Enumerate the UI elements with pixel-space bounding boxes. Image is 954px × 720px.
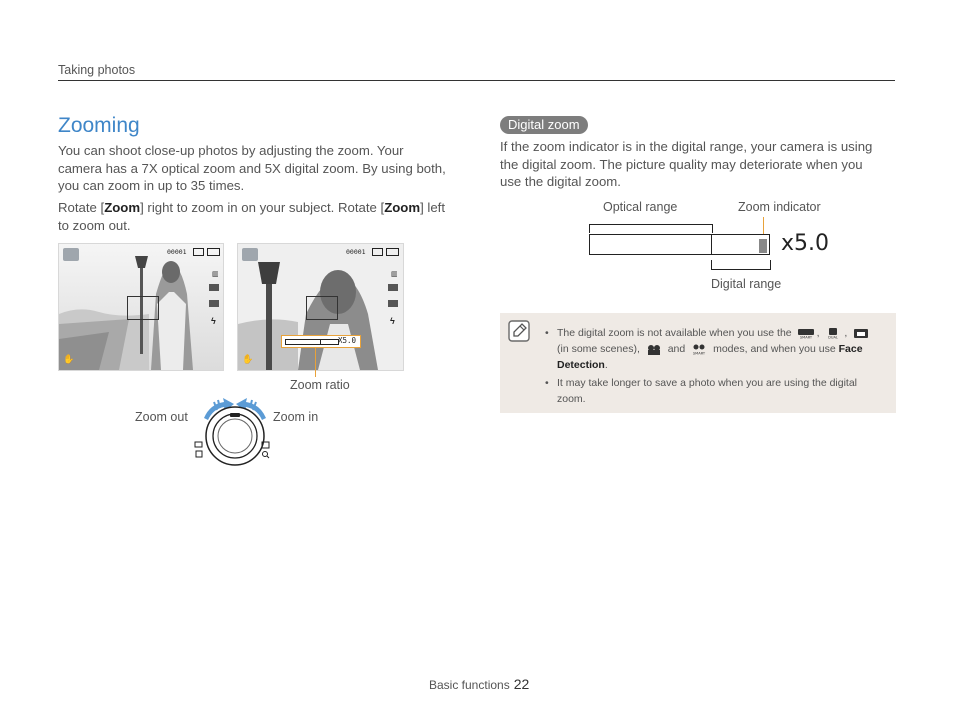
flash-icon: ϟ xyxy=(390,316,395,326)
digital-range-bracket xyxy=(711,260,771,270)
section-label: Taking photos xyxy=(58,63,136,77)
svg-text:DUAL: DUAL xyxy=(828,335,839,339)
zoom-range-bar xyxy=(589,234,770,255)
header-rule xyxy=(58,80,895,81)
footer-section: Basic functions xyxy=(429,678,510,692)
zoom-bar-optical xyxy=(285,339,321,345)
svg-text:SMART: SMART xyxy=(693,351,706,355)
zoom-key-2: Zoom xyxy=(384,200,421,215)
optical-range-label: Optical range xyxy=(603,200,678,214)
scene-mode-icon xyxy=(63,248,79,261)
metering-icon xyxy=(209,300,219,307)
svg-text:SMART: SMART xyxy=(799,335,812,339)
zoom-bar-highlight xyxy=(281,335,361,348)
zoom-out-label: Zoom out xyxy=(135,410,188,424)
movie-mode-icon xyxy=(643,344,665,355)
zoom-in-label: Zoom in xyxy=(273,410,319,424)
zoom-bar-value: X5.0 xyxy=(338,336,357,345)
zoom-indicator-marker xyxy=(759,239,767,253)
shot-counter: 00001 xyxy=(167,248,187,256)
zoom-value-display: x5.0 xyxy=(781,231,830,256)
range-divider xyxy=(711,235,712,254)
smart-auto-mode-icon xyxy=(795,328,817,339)
focus-frame xyxy=(306,296,338,320)
rotate-text-1: Rotate [ xyxy=(58,200,105,215)
dual-is-mode-icon xyxy=(822,328,844,339)
shot-counter: 00001 xyxy=(346,248,366,256)
rotate-text-3: ] left to zoom out. xyxy=(58,200,446,233)
memory-icon xyxy=(372,248,383,256)
page-number: 22 xyxy=(513,676,530,692)
zoom-bar-digital xyxy=(320,339,339,345)
page-title: Zooming xyxy=(58,114,140,137)
smart-movie-mode-icon xyxy=(688,344,710,355)
note-list xyxy=(545,325,885,409)
note-item: • The digital zoom is not available when you use the SMART , DUAL , (in some scenes), and SMART modes, and when you use Face Detection. xyxy=(545,325,885,373)
metering-icon xyxy=(388,300,398,307)
battery-icon xyxy=(207,248,220,256)
memory-icon xyxy=(193,248,204,256)
scene-mode-icon xyxy=(242,248,258,261)
stabilizer-icon: ✋ xyxy=(63,354,75,364)
camera-screen-zoomed xyxy=(237,243,404,371)
size-icon: ▥ xyxy=(391,271,398,278)
digital-range-label: Digital range xyxy=(711,277,782,291)
digital-zoom-badge: Digital zoom xyxy=(500,116,588,134)
page-footer xyxy=(429,676,529,692)
focus-frame xyxy=(127,296,159,320)
rotate-text-2: ] right to zoom in on your subject. Rotate [ xyxy=(140,200,385,215)
size-icon: ▥ xyxy=(212,271,219,278)
note-pencil-icon xyxy=(508,320,530,342)
zoom-key-1: Zoom xyxy=(104,200,141,215)
digital-zoom-description: If the zoom indicator is in the digital range, your camera is using the digital zoom. The picture quality may deteriorate when you use the digital zoom. xyxy=(500,139,873,189)
optical-range-bracket xyxy=(589,224,713,233)
zoom-ratio-label: Zoom ratio xyxy=(290,378,350,392)
rotate-paragraph xyxy=(58,199,448,234)
camera-screen-wide xyxy=(58,243,224,371)
battery-icon xyxy=(386,248,399,256)
quality-icon xyxy=(388,284,398,291)
note-item: • It may take longer to save a photo when you are using the digital zoom. xyxy=(545,377,858,405)
quality-icon xyxy=(209,284,219,291)
scene-mode-icon xyxy=(850,328,872,339)
stabilizer-icon: ✋ xyxy=(242,354,254,364)
zoom-indicator-label: Zoom indicator xyxy=(738,200,821,214)
flash-icon: ϟ xyxy=(211,316,216,326)
zoom-ratio-leader xyxy=(315,347,316,377)
zoom-lever-illustration xyxy=(190,390,280,470)
intro-paragraph: You can shoot close-up photos by adjusting the zoom. Your camera has a 7X optical zoom and 5X digital zoom. By using both, you can zoom in up to 35 times. xyxy=(58,143,446,193)
